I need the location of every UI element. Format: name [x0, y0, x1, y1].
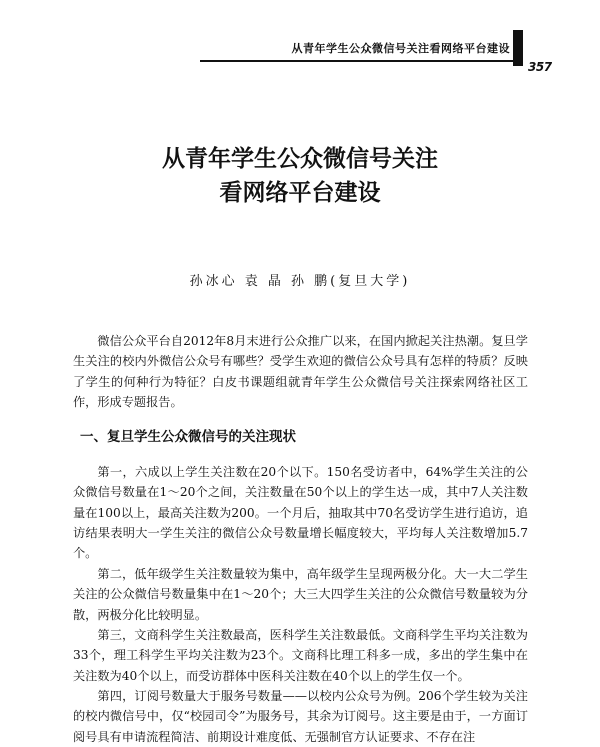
- article-title-line2: 看网络平台建设: [219, 179, 381, 206]
- abstract-paragraph: 微信公众平台自2012年8月末进行公众推广以来，在国内掀起关注热潮。复旦学生关注的校内外微信公众号有哪些？受学生欢迎的微信公众号具有怎样的特质？反映了学生的何种行为特征？白皮书课题组就青年学生公众微信号关注探索网络社区工作，形成专题报告。: [73, 334, 528, 409]
- header-rule: [200, 60, 513, 62]
- body-paragraph-3: 第三，文商科学生关注数最高，医科学生关注数最低。文商科学生平均关注数为33个，理工科学生平均关注数为23个。文商科比理工科多一成，多出的学生集中在关注数为40个以上，而受访群体中医科关注数在40个以上的学生仅一个。: [73, 628, 528, 683]
- running-head-title: 从青年学生公众微信号关注看网络平台建设: [291, 42, 510, 55]
- page-number: 357: [528, 60, 552, 74]
- article-title-line1: 从青年学生公众微信号关注: [162, 145, 438, 172]
- header-bar: [513, 30, 523, 66]
- article-authors: 孙冰心 袁 晶 孙 鹏(复旦大学): [189, 274, 411, 289]
- section-heading: 一、复旦学生公众微信号的关注现状: [80, 429, 296, 445]
- article-title: [0, 142, 600, 210]
- body-paragraph-1: 第一，六成以上学生关注数在20个以下。150名受访者中，64%学生关注的公众微信号数量在1～20个之间，关注数量在50个以上的学生达一成，其中7人关注数量在100以上，最高关注数为200。一个月后，抽取其中70名受访学生进行追访，追访结果表明大一学生关注的微信公众号数量增长幅度较大，平均每人关注数增加5.7个。: [73, 465, 528, 561]
- body-paragraph-2: 第二，低年级学生关注数量较为集中，高年级学生呈现两极分化。大一大二学生关注的公众微信号数量集中在1～20个；大三大四学生关注的公众微信号数量较为分散，两极分化比较明显。: [73, 567, 528, 622]
- body-paragraph-4: 第四，订阅号数量大于服务号数量——以校内公众号为例。206个学生较为关注的校内微信号中，仅“校园司令”为服务号，其余为订阅号。这主要是由于，一方面订阅号具有申请流程简洁、前期设计难度低、无强制官方认证要求、不存在注: [73, 689, 528, 744]
